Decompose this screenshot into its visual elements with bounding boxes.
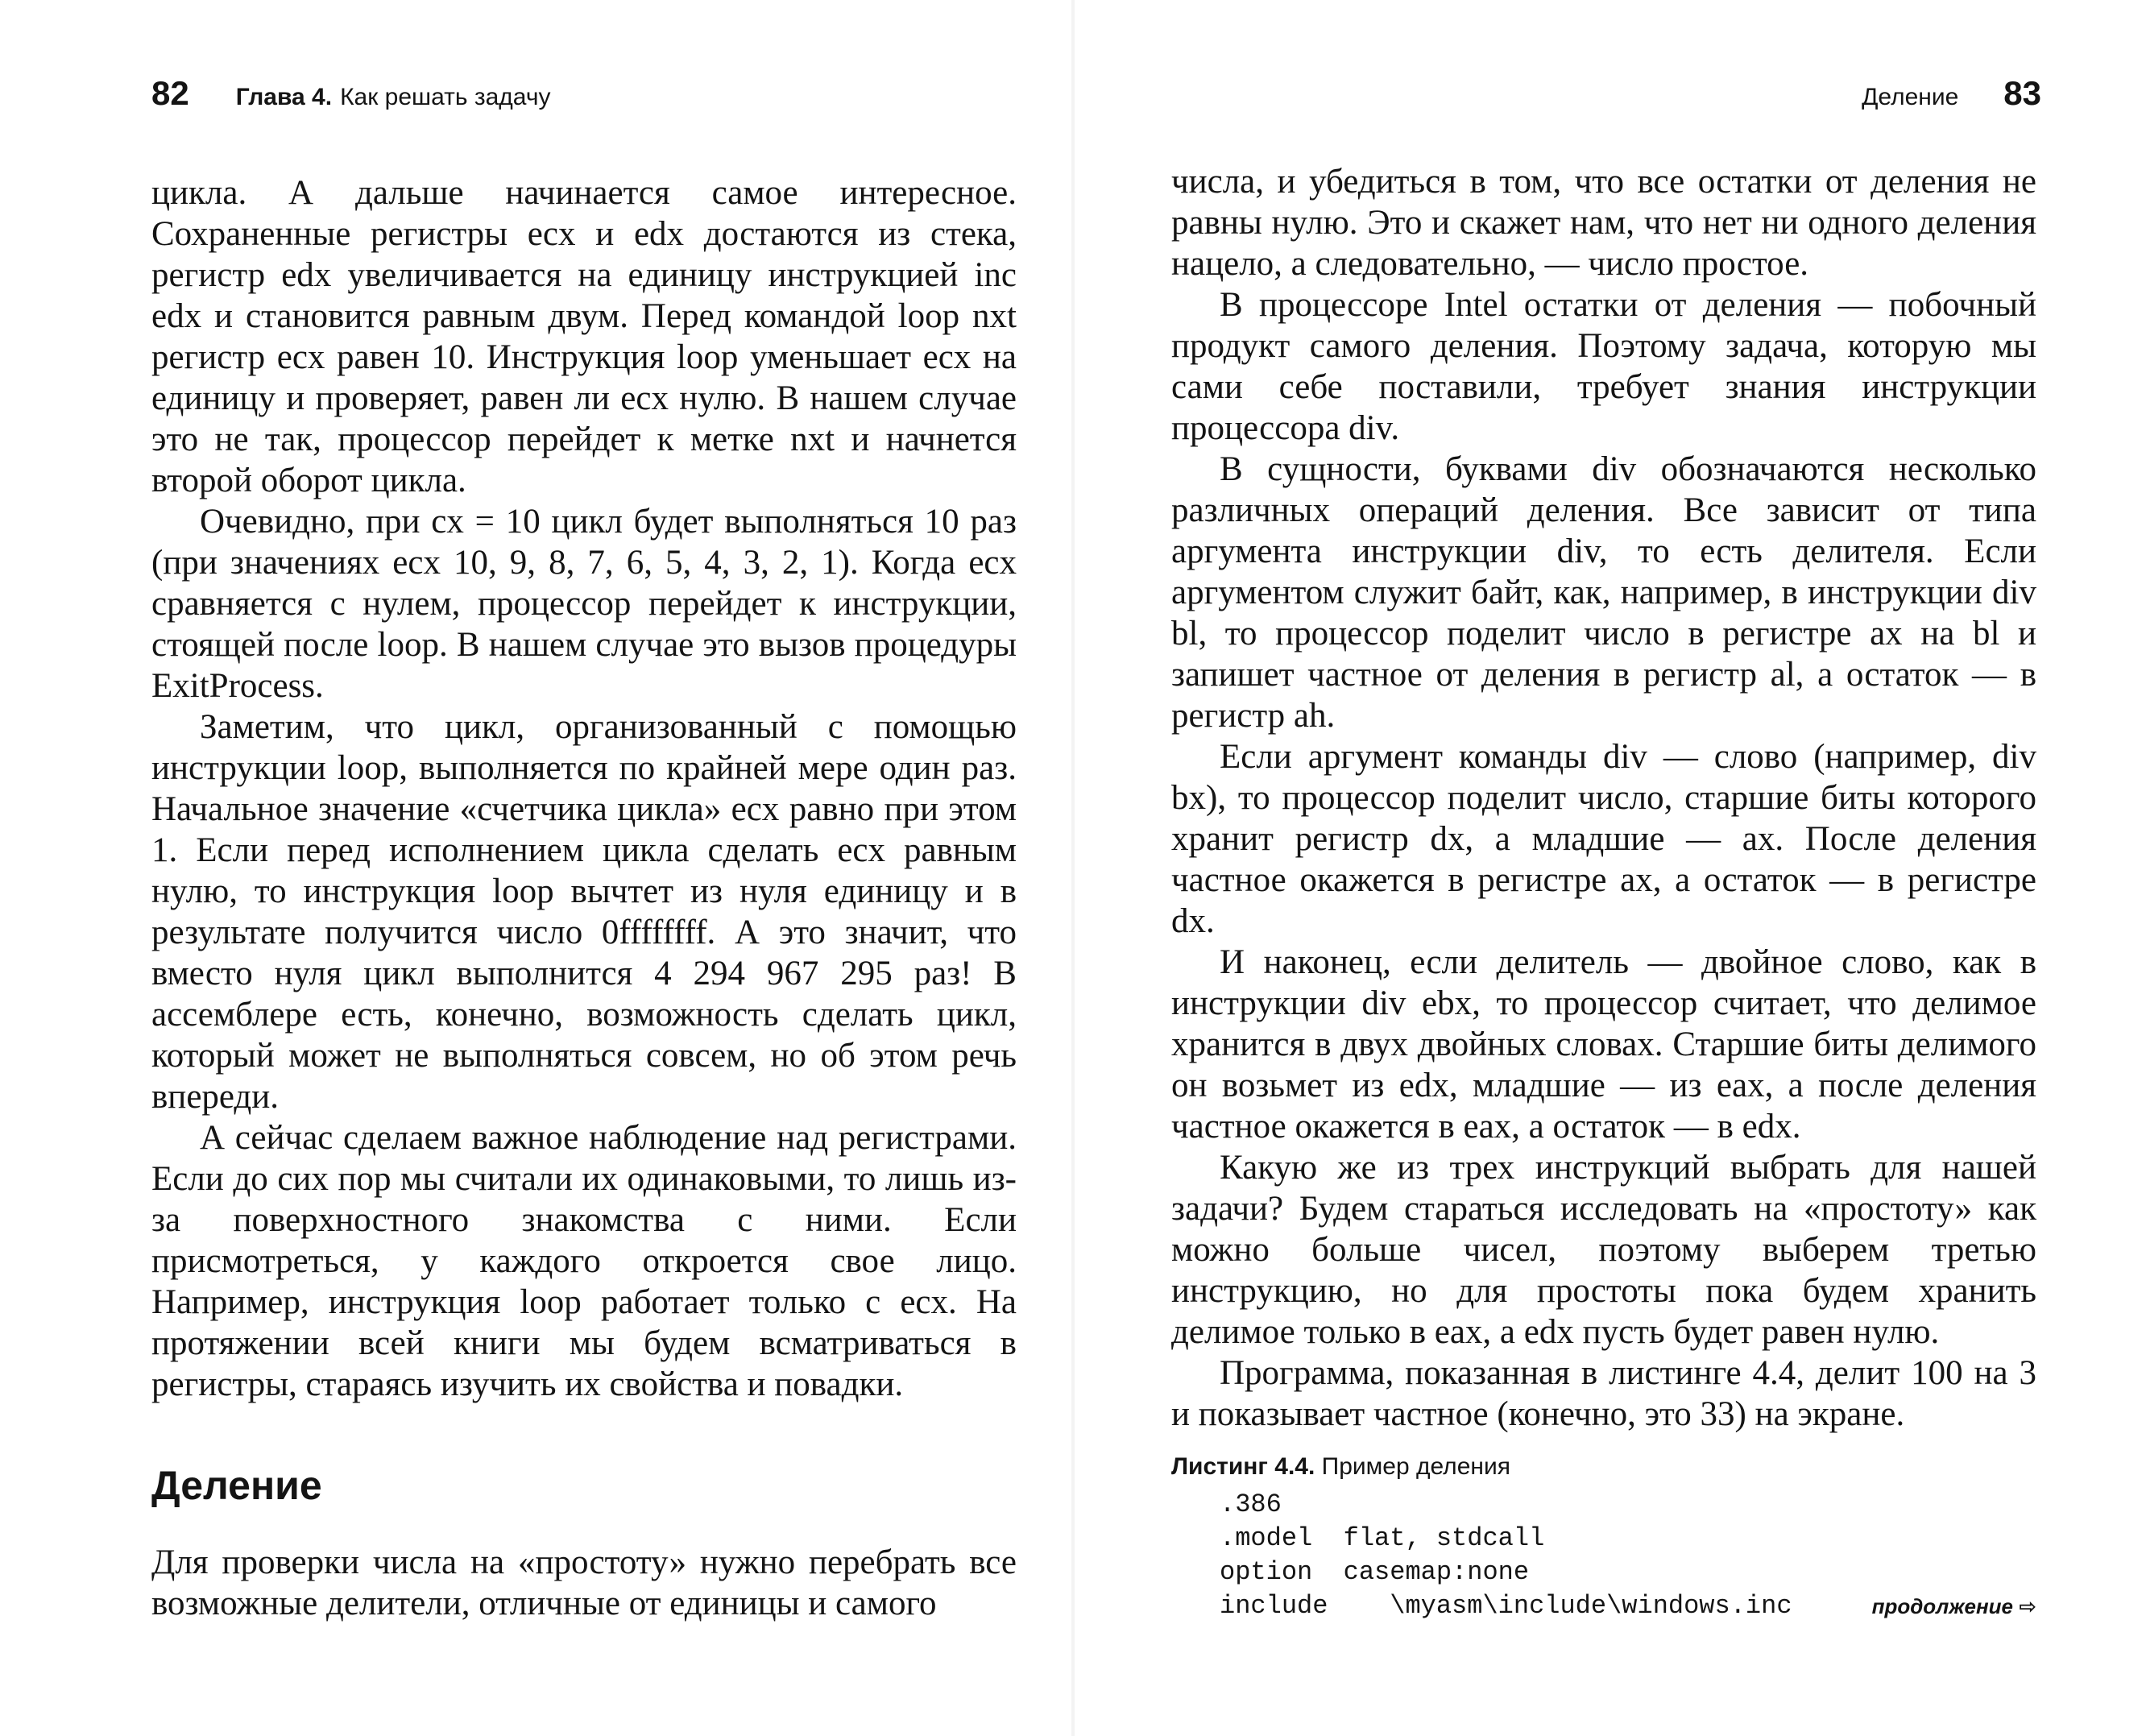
chapter-label: Глава 4. — [235, 84, 333, 110]
running-title: Деление — [1862, 84, 1959, 110]
paragraph: В процессоре Intel остатки от деления — побочный продукт самого деления. Поэтому задача, которую мы сами себе поставили, требует знания инструкции процессора div. — [1171, 286, 2036, 447]
paragraph: числа, и убедиться в том, что все остатки от деления не равны нулю. Это и скажет нам, что нет ни одного деления нацело, а следовательно, — число простое. — [1171, 163, 2036, 283]
left-page — [0, 0, 1071, 1736]
paragraph: Если аргумент команды div — слово (например, div bx), то процессор поделит число, старшие биты которого хранит регистр dx, а младшие — ax. После деления частное окажется в регистре ax, а остаток — в регистре dx. — [1171, 738, 2036, 940]
paragraph: Заметим, что цикл, организованный с помощью инструкции loop, выполняется по крайней мере один раз. Начальное значение «счетчика цикла» ecx равно при этом 1. Если перед исполнением цикла сделать ecx равным нулю, то инструкция loop вычтет из нуля единицу и в результате получится число 0ffffffff. А это значит, что вместо нуля цикл выполнится 4 294 967 295 раз! В ассемблере есть, конечно, возможность сделать цикл, который может не выполняться совсем, но об этом речь впереди. — [151, 708, 1017, 1116]
right-page — [1075, 0, 2146, 1736]
section-heading: Деление — [151, 1463, 322, 1508]
paragraph: цикла. А дальше начинается самое интересное. Сохраненные регистры ecx и edx достаются из стека, регистр edx увеличивается на единицу инструкцией inc edx и становится равным двум. Перед командой loop nxt регистр ecx равен 10. Инструкция loop уменьшает ecx на единицу и проверяет, равен ли ecx нулю. В нашем случае это не так, процессор перейдет к метке nxt и начнется второй оборот цикла. — [151, 174, 1017, 499]
code-listing — [1220, 1488, 2036, 1623]
paragraph: Программа, показанная в листинге 4.4, делит 100 на 3 и показывает частное (конечно, это 33) на экране. — [1171, 1354, 2036, 1433]
listing-label: Листинг 4.4. — [1171, 1453, 1315, 1480]
paragraph: А сейчас сделаем важное наблюдение над регистрами. Если до сих пор мы считали их одинаковыми, то лишь из-за поверхностного знакомства с ними. Если присмотреться, у каждого откроется свое лицо. Например, инструкция loop работает только с ecx. На протяжении всей книги мы будем всматриваться в регистры, стараясь изучить их свойства и повадки. — [151, 1119, 1017, 1403]
page-number: 83 — [2003, 74, 2041, 112]
right-page-body — [1171, 161, 2036, 1623]
right-page-header — [1862, 74, 2041, 113]
paragraph: Для проверки числа на «простоту» нужно перебрать все возможные делители, отличные от единицы и самого — [151, 1543, 1017, 1622]
left-page-header — [151, 74, 550, 113]
code-line: option casemap:none — [1220, 1557, 1530, 1587]
paragraph: В сущности, буквами div обозначаются несколько различных операций деления. Все зависит от типа аргумента инструкции div, то есть делителя. Если аргументом служит байт, как, например, в инструкции div bl, то процессор поделит число в регистре ax на bl и запишет частное от деления в регистр al, а остаток — в регистр ah. — [1171, 450, 2036, 735]
code-line: include \myasm\include\windows.inc — [1220, 1591, 1792, 1621]
paragraph: Какую же из трех инструкций выбрать для нашей задачи? Будем стараться исследовать на «простоту» как можно больше чисел, поэтому выберем третью инструкцию, но для простоты пока будем хранить делимое только в eax, а edx пусть будет равен нулю. — [1171, 1149, 2036, 1351]
code-line: .386 — [1220, 1489, 1282, 1519]
code-line: .model flat, stdcall — [1220, 1523, 1545, 1553]
listing-caption — [1171, 1451, 2036, 1483]
paragraph: И наконец, если делитель — двойное слово, как в инструкции div ebx, то процессор считает, что делимое хранится в двух двойных словах. Старшие биты делимого он возьмет из edx, младшие — из eax, а после деления частное окажется в eax, а остаток — в edx. — [1171, 943, 2036, 1146]
left-page-body — [151, 172, 1017, 1624]
paragraph: Очевидно, при cx = 10 цикл будет выполняться 10 раз (при значениях ecx 10, 9, 8, 7, 6, 5, 4, 3, 2, 1). Когда ecx сравняется с нулем, процессор перейдет к инструкции, стоящей после loop. В нашем случае это вызов процедуры ExitProcess. — [151, 503, 1017, 705]
listing-title: Пример деления — [1321, 1453, 1510, 1480]
continuation-note: продолжение ⇨ — [1871, 1594, 2036, 1618]
page-number: 82 — [151, 74, 189, 112]
chapter-title: Как решать задачу — [340, 84, 551, 110]
